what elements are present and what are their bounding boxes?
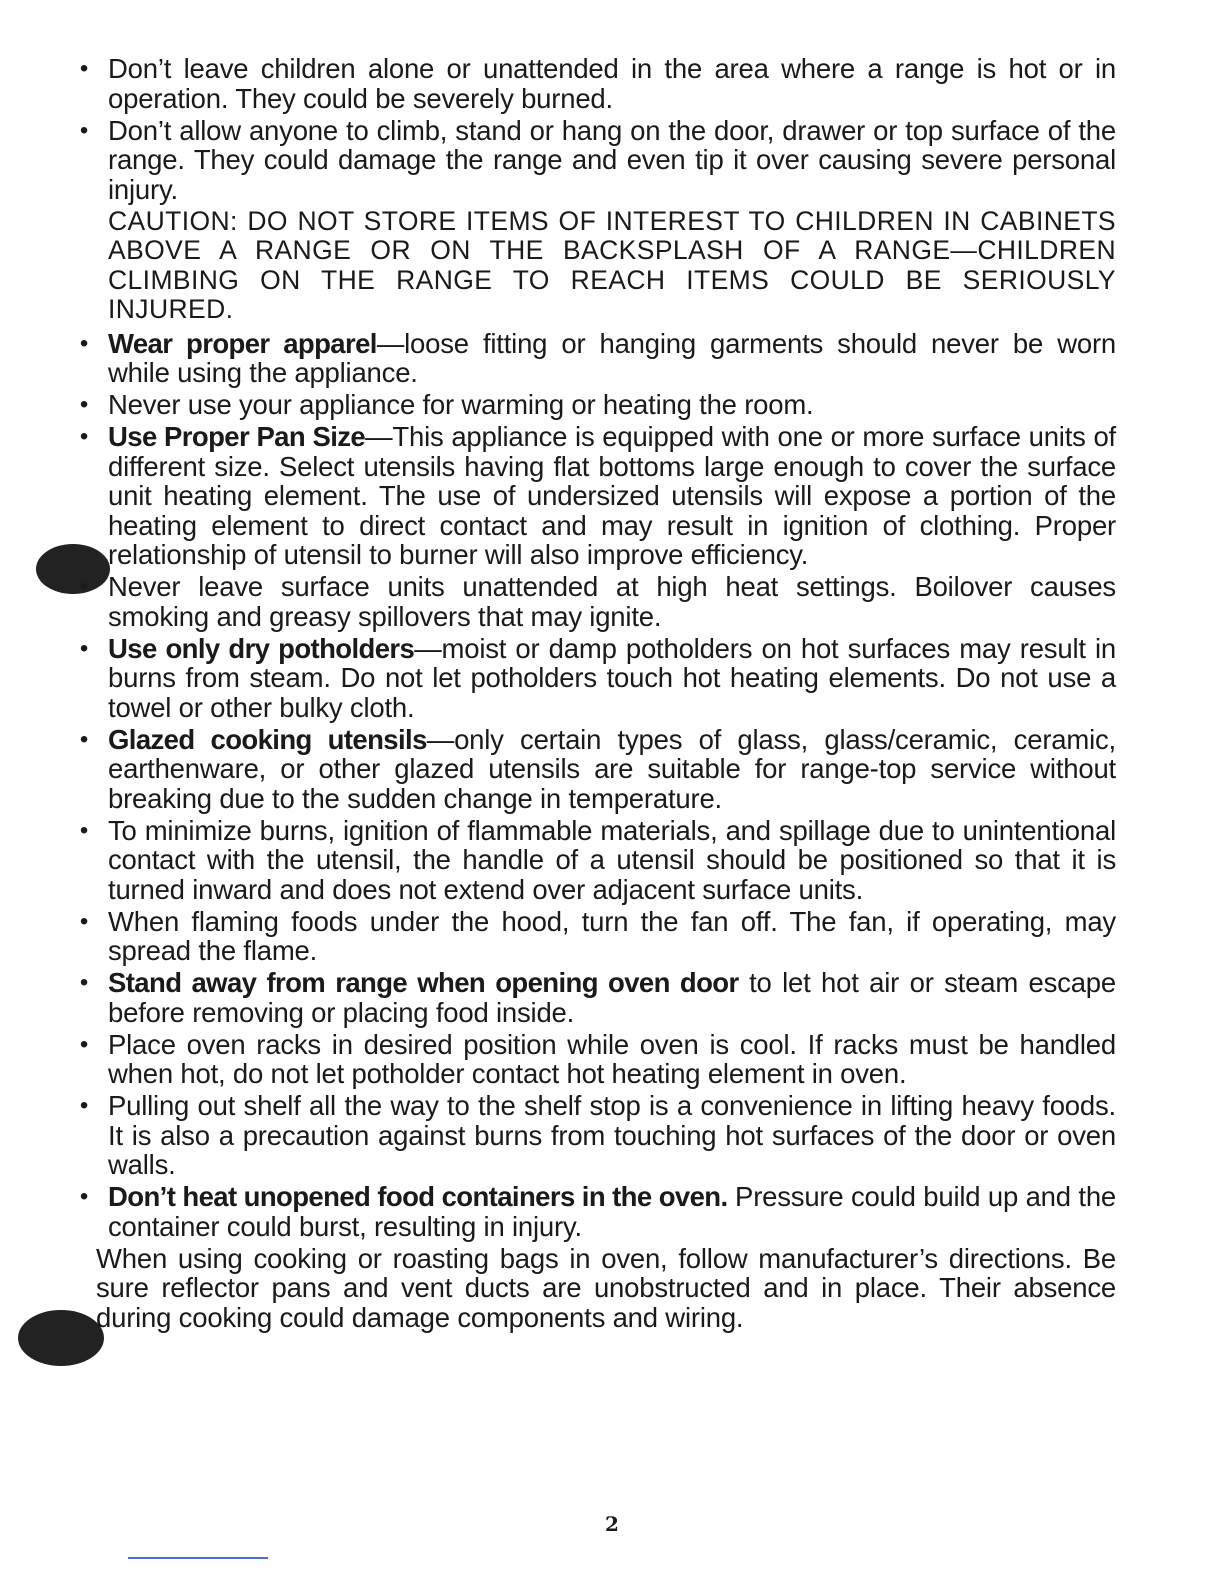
safety-instructions [74, 54, 1116, 1335]
item-text: —loose fitting or hanging garments should never be worn while using the appliance. [108, 327, 1117, 388]
item-text: Don’t leave children alone or unattended in the area where a range is hot or in operation. They could be severely burned. [108, 53, 1116, 114]
item-lead: Use Proper Pan Size [108, 421, 366, 452]
footer-rule [128, 1557, 268, 1559]
bullet: • [79, 1092, 89, 1119]
list-item [74, 968, 1116, 1027]
list-item [74, 816, 1116, 905]
item-text: When flaming foods under the hood, turn the fan off. The fan, if operating, may spread the flame. [108, 905, 1116, 966]
item-text: Pulling out shelf all the way to the shelf stop is a convenience in lifting heavy foods. It is also a precaution against burns from touching hot surfaces of the door or oven walls. [108, 1090, 1116, 1180]
item-text: To minimize burns, ignition of flammable materials, and spillage due to unintentional contact with the utensil, the handle of a utensil should be positioned so that it is turned inward and does not extend over adjacent surface units. [108, 814, 1116, 905]
item-text: Never leave surface units unattended at high heat settings. Boilover causes smoking and greasy spillovers that may ignite. [108, 571, 1116, 632]
bullet: • [79, 423, 89, 450]
item-text: Don’t allow anyone to climb, stand or hang on the door, drawer or top surface of the range. They could damage the range and even tip it over causing severe personal injury. [108, 114, 1116, 205]
bullet: • [79, 329, 89, 357]
list-item [74, 116, 1116, 205]
bullet: • [79, 116, 89, 144]
bullet: • [79, 816, 89, 844]
item-lead: Don’t heat unopened food containers in the oven. [108, 1181, 728, 1212]
item-text: —This appliance is equipped with one or more surface units of different size. Select utensils having flat bottoms large enough to cover the surface unit heating element. The use of undersized utensils will expose a portion of the heating element to direct contact and may result in ignition of clothing. Proper relationship of utensil to burner will also improve efficiency. [108, 421, 1116, 570]
list-item [74, 725, 1116, 814]
bullet: • [79, 969, 89, 996]
closing-line: Be sure reflector pans and vent ducts are unobstructed and in place. Their absence during cooking could damage components and wiring. [96, 1242, 1116, 1333]
item-lead: Wear proper apparel [108, 327, 377, 359]
bullet: • [79, 1030, 89, 1058]
item-text: to let hot air or steam escape before removing or placing food inside. [108, 967, 1116, 1028]
bullet: • [79, 907, 89, 935]
list-item [74, 329, 1116, 388]
list-item [74, 572, 1116, 631]
list-item [74, 1030, 1116, 1089]
list-item [74, 634, 1116, 723]
page-number: 2 [605, 1512, 619, 1536]
closing-line: When using cooking or roasting bags in oven, follow manufacturer’s directions. [96, 1242, 1072, 1274]
item-text: Place oven racks in desired position while oven is cool. If racks must be handled when hot, do not let potholder contact hot heating element in oven. [108, 1028, 1116, 1089]
bullet: • [79, 725, 89, 753]
list-item [74, 1091, 1116, 1180]
caution-notice: CAUTION: DO NOT STORE ITEMS OF INTEREST TO CHILDREN IN CABINETS ABOVE A RANGE OR ON THE BACKSPLASH OF A RANGE—CHILDREN CLIMBING ON THE RANGE TO REACH ITEMS COULD BE SERIOUSLY INJURED. [108, 205, 1116, 324]
list-item [74, 54, 1116, 113]
bullet: • [79, 1183, 89, 1210]
list-item [74, 907, 1116, 966]
item-lead: Glazed cooking utensils [108, 723, 427, 755]
item-lead: Stand away from range when opening oven door [108, 967, 739, 998]
item-lead: Use only dry potholders [108, 632, 415, 664]
bullet: • [79, 55, 89, 82]
bullet: • [79, 391, 89, 418]
bullet: • [79, 634, 89, 662]
closing-paragraph [74, 1244, 1116, 1333]
list-item [74, 422, 1116, 570]
bullet: • [79, 573, 89, 600]
item-text: Never use your appliance for warming or heating the room. [108, 389, 814, 420]
item-text: Pressure could build up and the container could burst, resulting in injury. [108, 1181, 1117, 1242]
list-item [74, 390, 1116, 420]
item-text: —only certain types of glass, glass/ceramic, ceramic, earthenware, or other glazed utensils are suitable for range-top service without breaking due to the sudden change in temperature. [108, 723, 1116, 814]
item-text: —moist or damp potholders on hot surfaces may result in burns from steam. Do not let potholders touch hot heating elements. Do not use a towel or other bulky cloth. [108, 632, 1116, 723]
list-item [74, 1182, 1116, 1241]
